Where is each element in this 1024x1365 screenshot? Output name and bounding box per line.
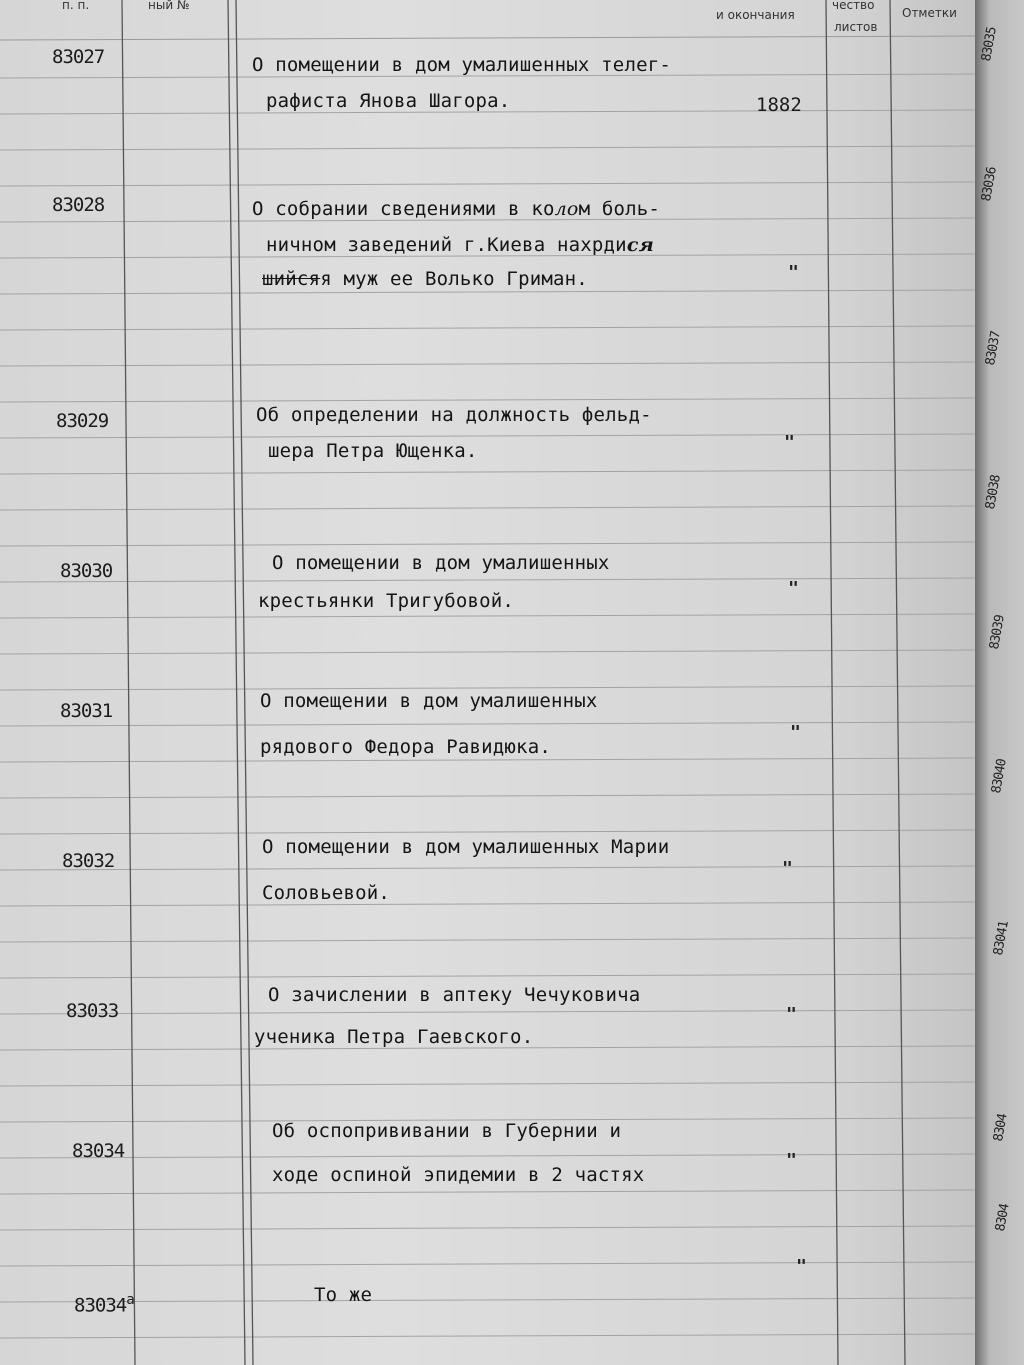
header-col-notes: Отметки: [902, 6, 957, 20]
entry-text-line: О помещении в дом умалишенных: [260, 690, 598, 712]
entry-number: 83032: [62, 850, 115, 872]
ledger-rule: [0, 506, 975, 510]
ledger-rule: [0, 146, 975, 150]
entry-text-part: м боль-: [578, 198, 661, 220]
entry-text-line: О помещении в дом умалишенных телег-: [252, 54, 672, 76]
entry-text-line: Об определении на должность фельд-: [256, 404, 652, 426]
back-page-number: 8304: [991, 1113, 1011, 1143]
ditto-mark: ": [786, 1150, 797, 1171]
entry-number-main: 83034: [74, 1294, 127, 1317]
entry-text-line: ученика Петра Гаевского.: [254, 1026, 534, 1048]
entry-text-part: О собрании сведениями в ко: [252, 198, 555, 220]
ledger-rule: [0, 1226, 975, 1230]
ledger-rule: [0, 434, 975, 438]
ditto-mark: ": [788, 578, 799, 599]
entry-text-line: О помещении в дом умалишенных: [272, 552, 610, 574]
column-divider-4: [890, 0, 905, 1365]
ditto-mark: ": [782, 858, 793, 879]
back-page-number: 83041: [991, 920, 1012, 957]
back-page-edge: [975, 0, 1024, 1365]
entry-text-line: [252, 198, 660, 220]
ditto-mark: ": [790, 722, 801, 743]
entry-text-line: рядового Федора Равидюка.: [260, 736, 551, 758]
ledger-rule: [0, 614, 975, 618]
header-rule: [0, 36, 975, 40]
ledger-rule: [0, 1154, 975, 1158]
ledger-rule: [0, 1262, 975, 1266]
ledger-rule: [0, 794, 975, 798]
header-col-inventory: ный №: [148, 0, 190, 12]
ditto-mark: ": [788, 262, 799, 283]
entry-text-line: [266, 234, 654, 256]
back-page-number: 83039: [987, 614, 1008, 651]
ledger-rule: [0, 1010, 975, 1014]
ledger-rule: [0, 470, 975, 474]
entry-number: 83034: [72, 1140, 125, 1162]
ledger-rule: [0, 866, 975, 870]
ledger-rule: [0, 1082, 975, 1086]
ledger-rule: [0, 1334, 975, 1338]
entry-number-suffix: а: [126, 1292, 134, 1308]
back-page-number: 83036: [979, 166, 1000, 203]
entry-text-line: [262, 268, 588, 290]
entry-number: 83028: [52, 194, 105, 216]
ditto-mark: ": [784, 432, 795, 453]
ledger-rule: [0, 938, 975, 942]
column-divider-3: [826, 0, 838, 1365]
ledger-rule: [0, 758, 975, 762]
ledger-rule: [0, 830, 975, 834]
back-page-number: 83038: [983, 474, 1004, 511]
column-divider-2: [228, 0, 245, 1365]
entry-text-line: О помещении в дом умалишенных Марии: [262, 836, 670, 858]
ditto-mark: ": [796, 1256, 807, 1277]
ledger-rule: [0, 182, 975, 186]
entry-number: 83031: [60, 700, 113, 722]
entry-text-part: я муж ее Волько Гриман.: [320, 268, 588, 290]
ledger-rule: [0, 974, 975, 978]
entry-text-line: крестьянки Тригубовой.: [258, 590, 515, 612]
back-page-number: 83035: [979, 26, 1000, 63]
ledger-rule: [0, 1298, 975, 1302]
ditto-mark: ": [786, 1004, 797, 1025]
column-divider-2b: [236, 0, 253, 1365]
entry-text-line: ходе оспиной эпидемии в 2 частях: [272, 1164, 645, 1186]
entry-number: [74, 1292, 134, 1316]
header-col-sheets-a: чество: [832, 0, 875, 12]
header-col-dates: и окончания: [716, 8, 795, 22]
entry-text-line: Об оспопрививании в Губернии и: [272, 1120, 622, 1142]
header-col-sheets-b: листов: [834, 20, 878, 34]
header-col-number: п. п.: [62, 0, 90, 12]
ledger-rule: [0, 722, 975, 726]
ledger-rule: [0, 542, 975, 546]
entry-text-line: шера Петра Ющенка.: [268, 440, 478, 462]
entry-number: 83027: [52, 46, 105, 68]
back-page-number: 83037: [983, 330, 1004, 367]
entry-number: 83029: [56, 410, 109, 432]
handwritten-correction: ло: [554, 198, 579, 220]
ledger-rule: [0, 398, 975, 402]
entry-text-line: То же: [314, 1284, 373, 1306]
entry-text-line: Соловьевой.: [262, 882, 391, 904]
handwritten-correction: ся: [626, 234, 654, 256]
ledger-rule: [0, 650, 975, 654]
entry-text-line: рафиста Янова Шагора.: [266, 90, 511, 112]
entry-text-line: О зачислении в аптеку Чечуковича: [268, 984, 641, 1006]
entry-text-part: ничном заведений г.Киева нахрди: [266, 234, 627, 256]
ledger-rule: [0, 1190, 975, 1194]
ledger-rule: [0, 902, 975, 906]
entry-number: 83033: [66, 1000, 119, 1022]
back-page-number: 83040: [989, 758, 1010, 795]
entry-number: 83030: [60, 560, 113, 582]
ledger-rule: [0, 578, 975, 582]
struck-text: шийся: [262, 268, 321, 290]
entry-year: 1882: [756, 94, 802, 116]
back-page-number: 8304: [993, 1203, 1013, 1233]
